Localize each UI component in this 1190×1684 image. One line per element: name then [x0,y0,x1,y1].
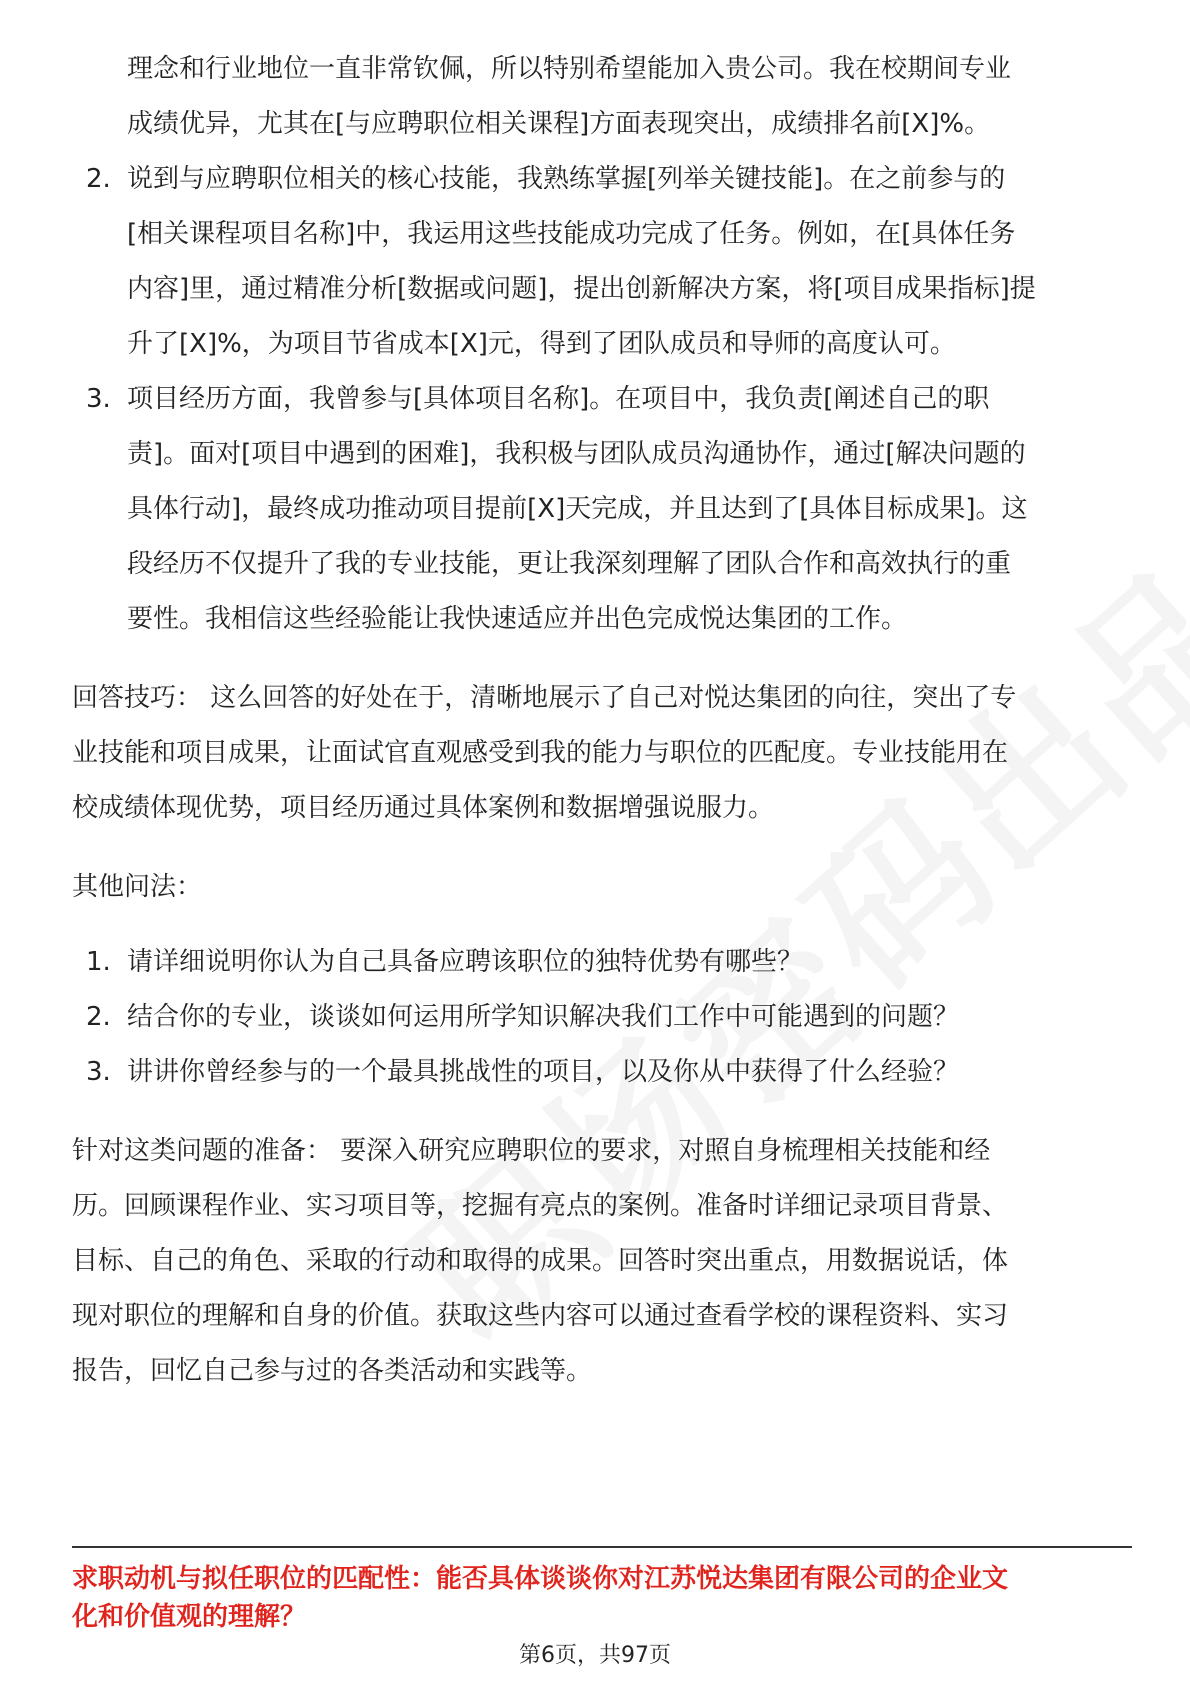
page-number-footer: 第6页，共97页 [519,1643,671,1668]
text-line: 说到与应聘职位相关的核心技能，我熟练掌握[列举关键技能]。在之前参与的 [127,164,1006,194]
text-line: 报告，回忆自己参与过的各类活动和实践等。 [72,1356,593,1386]
other-questions-label: 其他问法： [72,872,203,902]
next-question-heading [72,1560,1142,1636]
list-number: 2. [86,1002,111,1032]
spacer [72,836,1132,860]
text-line: 校成绩体现优势，项目经历通过具体案例和数据增强说服力。 [72,793,775,823]
list-item [72,935,1132,990]
list-number: 3. [86,384,111,414]
text-line: 升了[X]%，为项目节省成本[X]元，得到了团队成员和导师的高度认可。 [127,329,956,359]
text-line: 讲讲你曾经参与的一个最具挑战性的项目，以及你从中获得了什么经验？ [127,1057,960,1087]
spacer [72,915,1132,935]
answer-tips-paragraph [72,671,1132,836]
text-line: 业技能和项目成果，让面试官直观感受到我的能力与职位的匹配度。专业技能用在 [72,738,1009,768]
text-line: 项目经历方面，我曾参与[具体项目名称]。在项目中，我负责[阐述自己的职 [127,384,990,414]
answer-item-2 [72,152,1132,372]
text-line: 结合你的专业，谈谈如何运用所学知识解决我们工作中可能遇到的问题？ [127,1002,960,1032]
other-questions-list [72,935,1132,1100]
list-number: 3. [86,1057,111,1087]
text-line: 段经历不仅提升了我的专业技能，更让我深刻理解了团队合作和高效执行的重 [127,549,1012,579]
text-line: 现对职位的理解和自身的价值。获取这些内容可以通过查看学校的课程资料、实习 [72,1301,1009,1331]
text-line: 内容]里，通过精准分析[数据或问题]，提出创新解决方案，将[项目成果指标]提 [127,274,1036,304]
heading-line: 求职动机与拟任职位的匹配性：能否具体谈谈你对江苏悦达集团有限公司的企业文 [72,1564,1009,1594]
list-item [72,1045,1132,1100]
text-line: 责]。面对[项目中遇到的困难]，我积极与团队成员沟通协作，通过[解决问题的 [127,439,1026,469]
spacer [72,1100,1132,1124]
spacer [72,647,1132,671]
list-number: 2. [86,164,111,194]
section-divider [72,1546,1132,1548]
text-line: [相关课程项目名称]中，我运用这些技能成功完成了任务。例如，在[具体任务 [127,219,1016,249]
text-line: 目标、自己的角色、采取的行动和取得的成果。回答时突出重点，用数据说话，体 [72,1246,1009,1276]
text-line: 成绩优异，尤其在[与应聘职位相关课程]方面表现突出，成绩排名前[X]%。 [127,109,991,139]
text-line: 理念和行业地位一直非常钦佩，所以特别希望能加入贵公司。我在校期间专业 [127,54,1012,84]
text-line: 具体行动]，最终成功推动项目提前[X]天完成，并且达到了[具体目标成果]。这 [127,494,1028,524]
text-line: 回答技巧： 这么回答的好处在于，清晰地展示了自己对悦达集团的向往，突出了专 [72,683,1017,713]
text-line: 请详细说明你认为自己具备应聘该职位的独特优势有哪些？ [127,947,804,977]
text-line: 历。回顾课程作业、实习项目等，挖掘有亮点的案例。准备时详细记录项目背景、 [72,1191,1009,1221]
text-line: 针对这类问题的准备： 要深入研究应聘职位的要求，对照自身梳理相关技能和经 [72,1136,991,1166]
answer-item-1-continuation [72,42,1132,152]
answer-item-3 [72,372,1132,647]
heading-line: 化和价值观的理解？ [72,1602,307,1632]
list-number: 1. [86,947,111,977]
preparation-paragraph [72,1124,1132,1399]
page-content [72,42,1132,1399]
list-item [72,990,1132,1045]
text-line: 要性。我相信这些经验能让我快速适应并出色完成悦达集团的工作。 [127,604,908,634]
